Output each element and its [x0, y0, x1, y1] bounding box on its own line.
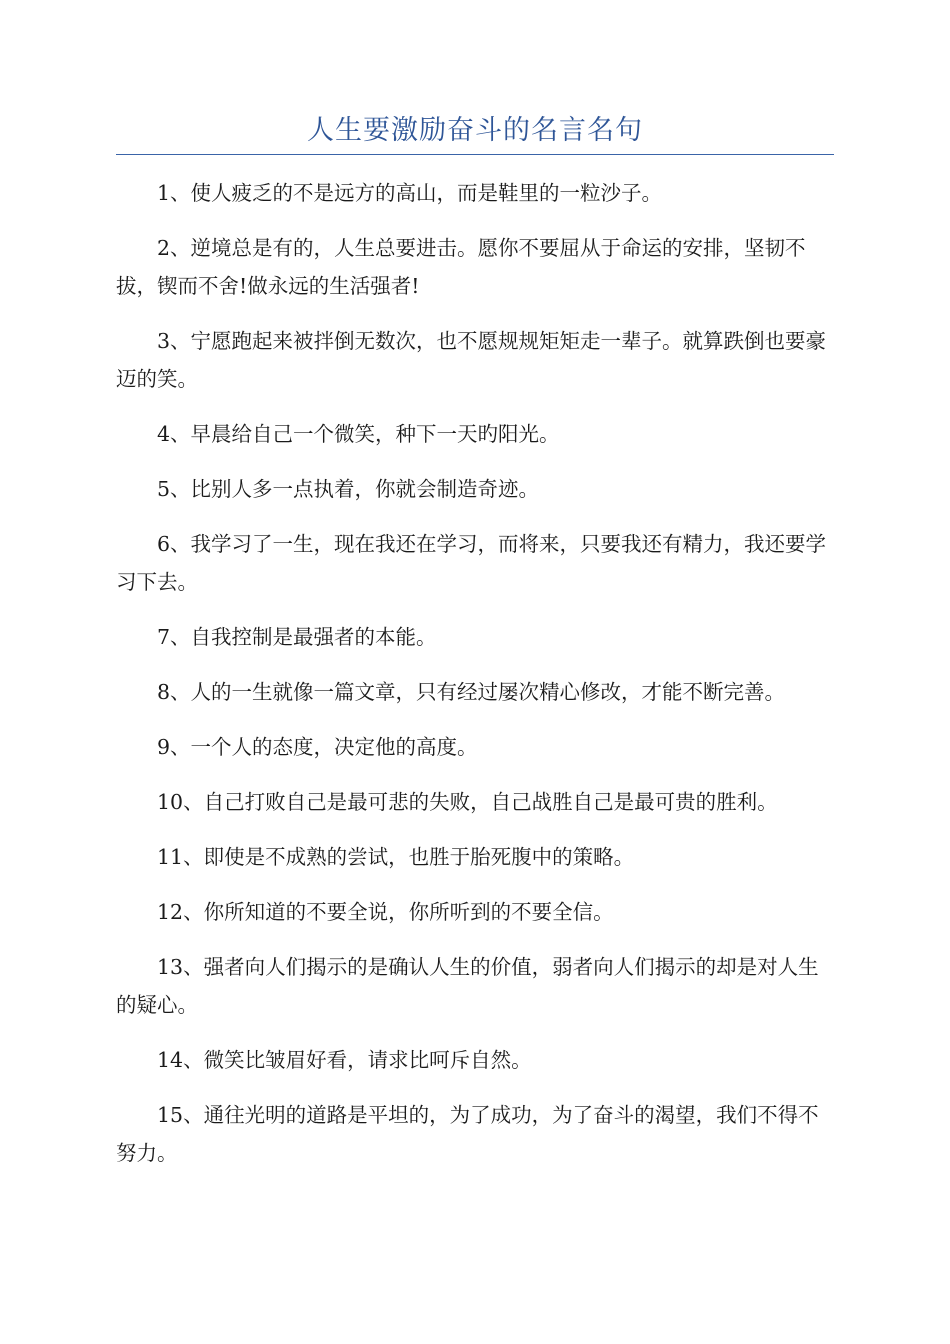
- quote-item: 13、强者向人们揭示的是确认人生的价值，弱者向人们揭示的却是对人生的疑心。: [116, 955, 819, 1017]
- quote-item: 8、人的一生就像一篇文章，只有经过屡次精心修改，才能不断完善。: [157, 680, 786, 704]
- quote-item: 5、比别人多一点执着，你就会制造奇迹。: [157, 477, 540, 501]
- document-title: 人生要激励奋斗的名言名句: [307, 115, 643, 146]
- quote-item: 1、使人疲乏的不是远方的高山，而是鞋里的一粒沙子。: [157, 181, 663, 205]
- title-underline: [116, 154, 834, 155]
- quote-item: 6、我学习了一生，现在我还在学习，而将来，只要我还有精力，我还要学习下去。: [116, 532, 827, 594]
- quote-item: 12、你所知道的不要全说，你所听到的不要全信。: [157, 900, 614, 924]
- quote-item: 15、通往光明的道路是平坦的，为了成功，为了奋斗的渴望，我们不得不努力。: [116, 1103, 819, 1165]
- quote-list: [116, 174, 834, 1189]
- quote-item: 11、即使是不成熟的尝试，也胜于胎死腹中的策略。: [157, 845, 635, 869]
- quote-item: 10、自己打败自己是最可悲的失败，自己战胜自己是最可贵的胜利。: [157, 790, 778, 814]
- quote-item: 14、微笑比皱眉好看，请求比呵斥自然。: [157, 1048, 532, 1072]
- quote-item: 4、早晨给自己一个微笑，种下一天旳阳光。: [157, 422, 560, 446]
- quote-item: 7、自我控制是最强者的本能。: [157, 625, 437, 649]
- quote-item: 9、一个人的态度，决定他的高度。: [157, 735, 478, 759]
- quote-item: 3、宁愿跑起来被拌倒无数次，也不愿规规矩矩走一辈子。就算跌倒也要豪迈的笑。: [116, 329, 827, 391]
- quote-item: 2、逆境总是有的，人生总要进击。愿你不要屈从于命运的安排，坚韧不拔，锲而不舍!做永远的生活强者!: [116, 236, 806, 298]
